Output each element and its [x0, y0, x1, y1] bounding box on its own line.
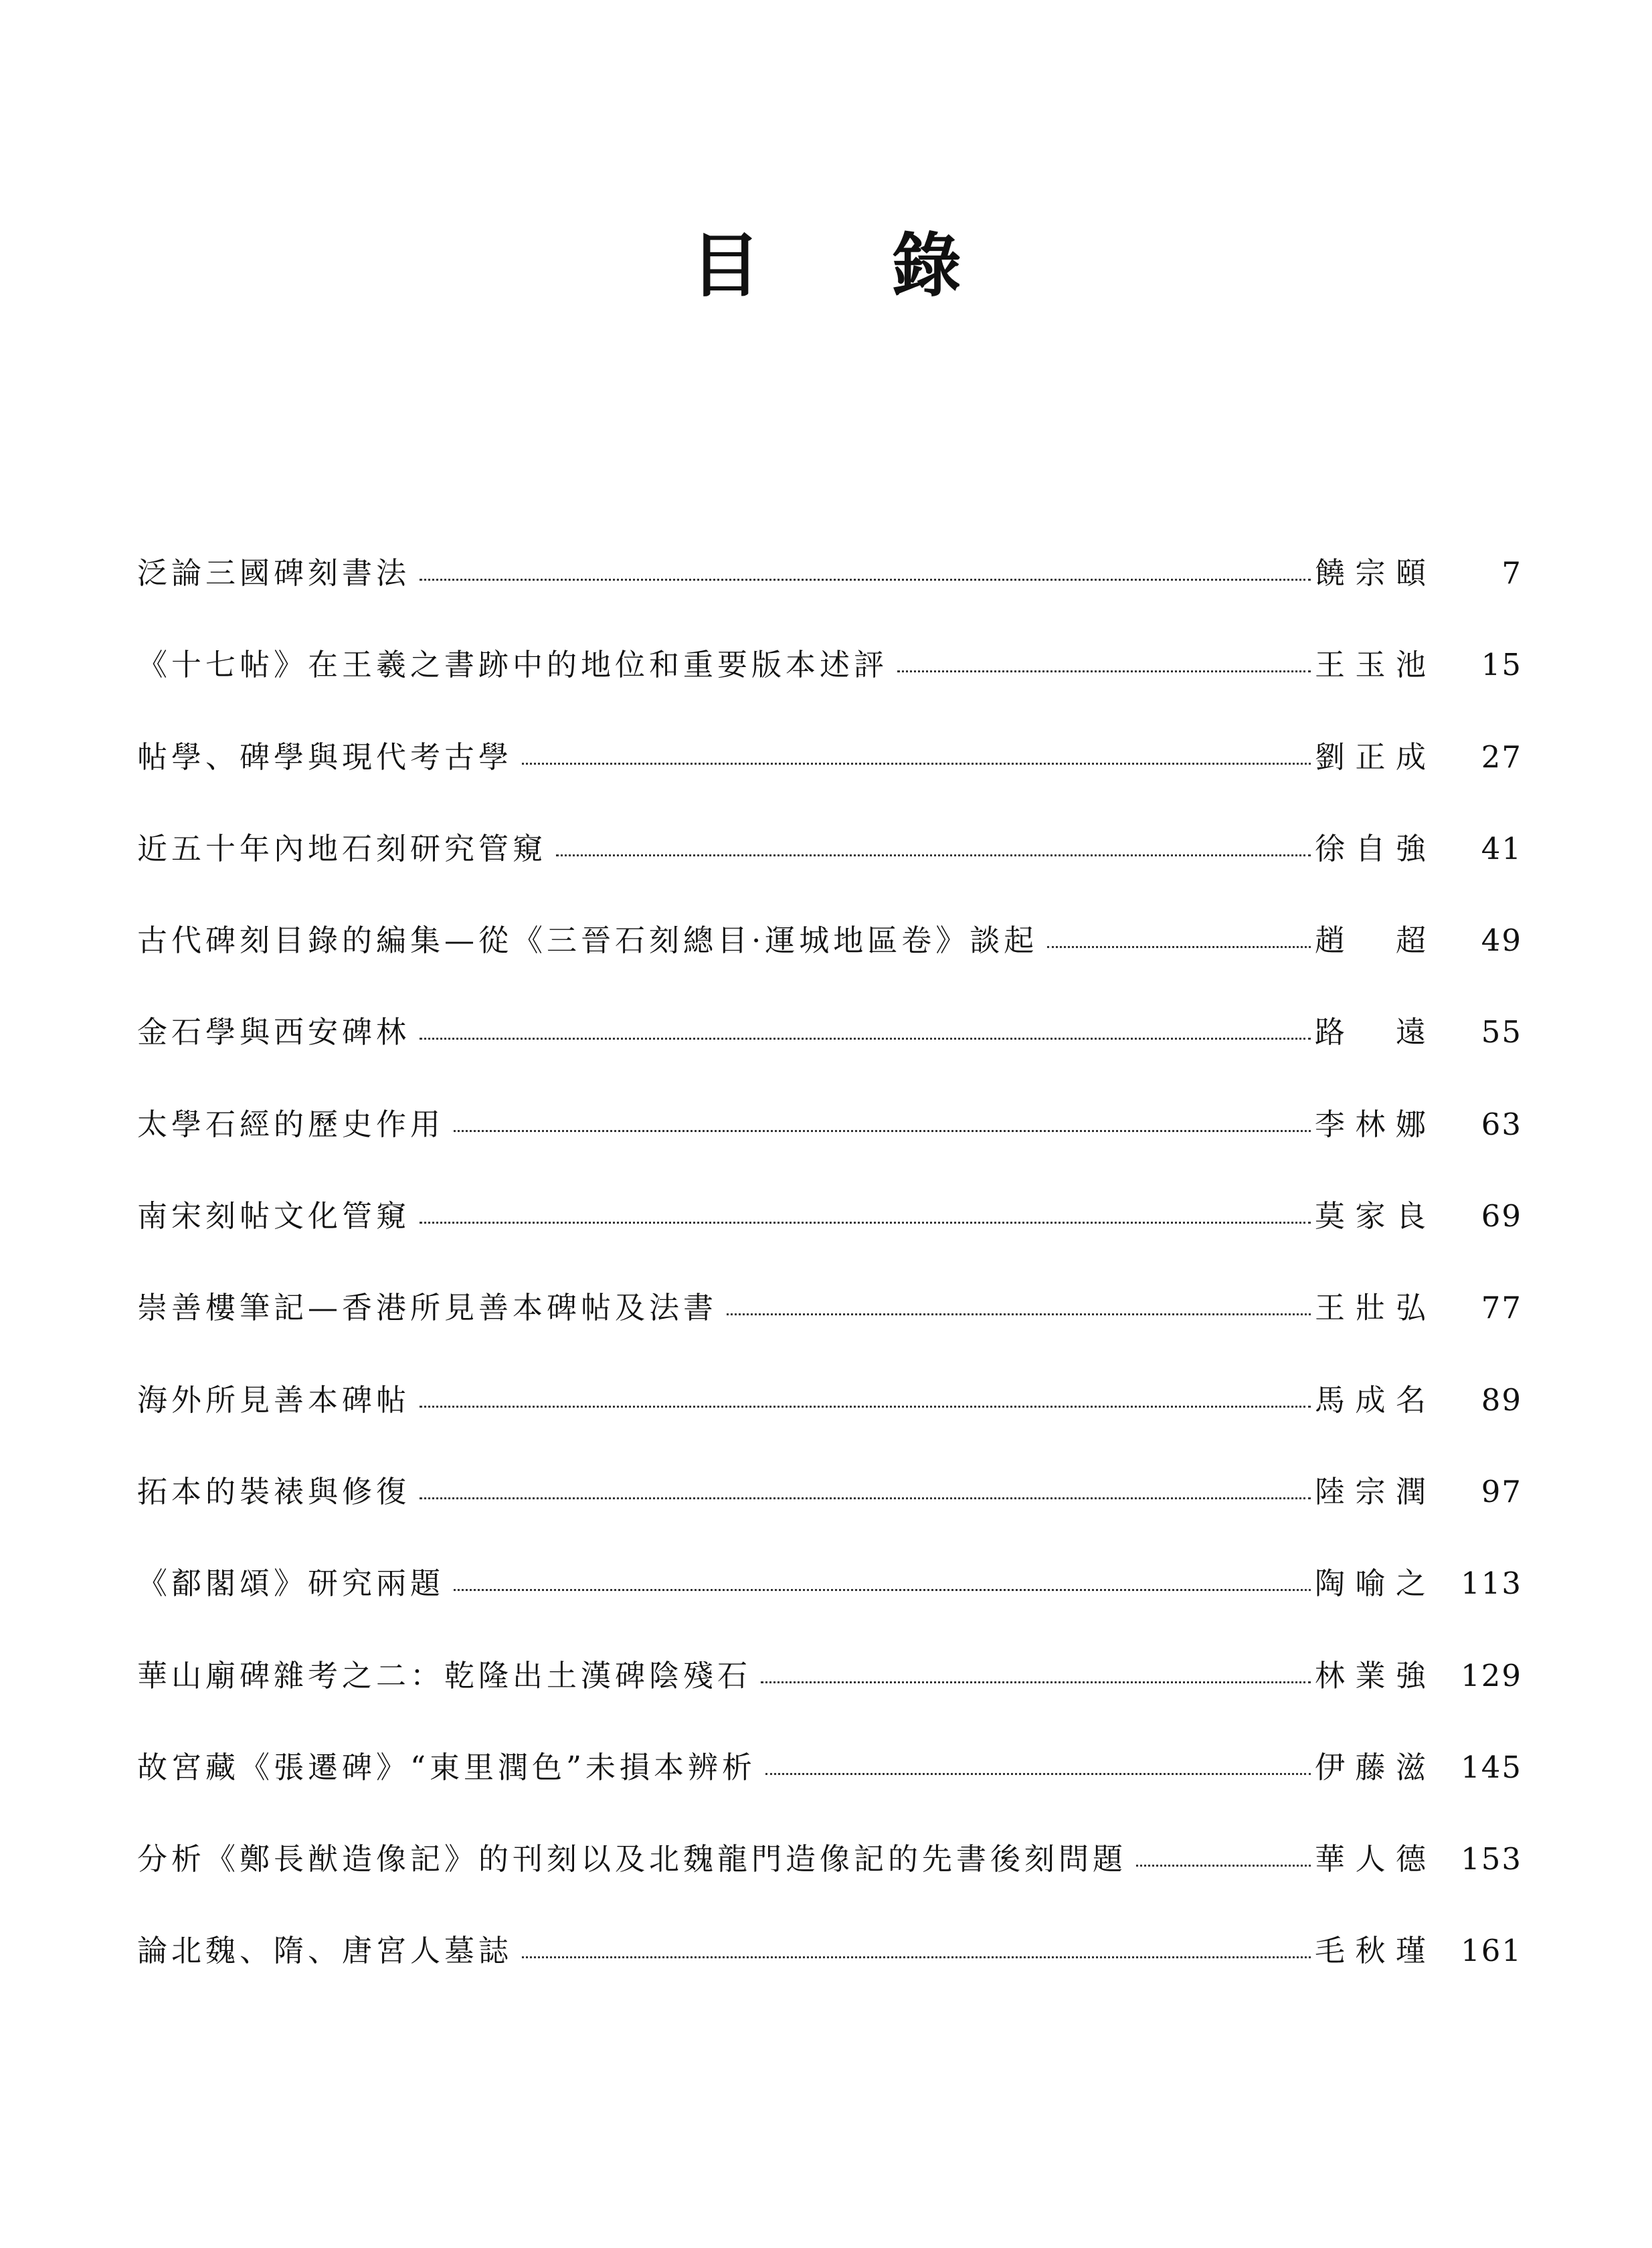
entry-title: 海外所見善本碑帖 [137, 1382, 411, 1418]
toc-entry[interactable] [137, 549, 1522, 640]
entry-title: 《十七帖》在王羲之書跡中的地位和重要版本述評 [137, 647, 889, 683]
dot-leader [522, 763, 1311, 765]
entry-author: 馬成名 [1315, 1382, 1429, 1418]
entry-author: 劉正成 [1315, 739, 1429, 775]
toc-entry[interactable] [137, 1651, 1522, 1743]
entry-author: 毛秋瑾 [1315, 1933, 1429, 1969]
toc-entry[interactable] [137, 1467, 1522, 1559]
dot-leader [420, 1497, 1311, 1499]
entry-author: 李林娜 [1315, 1106, 1429, 1142]
entry-page-number: 129 [1461, 1657, 1522, 1693]
toc-entry[interactable] [137, 733, 1522, 824]
entry-author: 陶喻之 [1315, 1566, 1429, 1602]
entry-author: 陸宗潤 [1315, 1473, 1429, 1509]
entry-page-number: 161 [1461, 1933, 1522, 1969]
entry-author: 徐自強 [1315, 830, 1429, 866]
toc-entry[interactable] [137, 916, 1522, 1008]
entry-title: 拓本的裝裱與修復 [137, 1473, 411, 1509]
entry-title: 太學石經的歷史作用 [137, 1106, 445, 1142]
entry-title: 古代碑刻目錄的編集—從《三晉石刻總目·運城地區卷》談起 [137, 923, 1038, 959]
entry-page-number: 15 [1481, 647, 1522, 683]
table-of-contents [137, 549, 1522, 2019]
dot-leader [765, 1773, 1311, 1775]
entry-title: 分析《鄭長猷造像記》的刊刻以及北魏龍門造像記的先書後刻問題 [137, 1841, 1127, 1877]
entry-page-number: 41 [1481, 830, 1522, 866]
toc-entry[interactable] [137, 1376, 1522, 1467]
entry-page-number: 69 [1481, 1198, 1522, 1234]
entry-page-number: 153 [1461, 1841, 1522, 1877]
dot-leader [420, 1406, 1311, 1408]
toc-entry[interactable] [137, 1835, 1522, 1926]
dot-leader [454, 1130, 1311, 1132]
entry-title: 近五十年內地石刻研究管窺 [137, 830, 547, 866]
entry-title: 華山廟碑雜考之二：乾隆出土漢碑陰殘石 [137, 1657, 752, 1693]
entry-page-number: 63 [1481, 1106, 1522, 1142]
entry-title: 《鄐閣頌》研究兩題 [137, 1566, 445, 1602]
dot-leader [761, 1681, 1311, 1683]
entry-author: 伊藤滋 [1315, 1749, 1429, 1785]
entry-page-number: 27 [1481, 739, 1522, 775]
entry-page-number: 7 [1501, 555, 1522, 591]
entry-page-number: 55 [1481, 1014, 1522, 1050]
entry-author: 林業強 [1315, 1657, 1429, 1693]
entry-author: 王玉池 [1315, 647, 1429, 683]
dot-leader [1047, 946, 1311, 948]
toc-entry[interactable] [137, 1100, 1522, 1192]
entry-title: 崇善樓筆記—香港所見善本碑帖及法書 [137, 1290, 718, 1326]
page-title: 目 錄 [691, 223, 1015, 306]
toc-entry[interactable] [137, 1559, 1522, 1651]
dot-leader [420, 1038, 1311, 1040]
entry-author: 王壯弘 [1315, 1290, 1429, 1326]
entry-page-number: 113 [1461, 1566, 1522, 1602]
entry-page-number: 89 [1481, 1382, 1522, 1418]
entry-title: 論北魏、隋、唐宮人墓誌 [137, 1933, 513, 1969]
entry-page-number: 77 [1481, 1290, 1522, 1326]
entry-title: 南宋刻帖文化管窺 [137, 1198, 411, 1234]
toc-entry[interactable] [137, 1743, 1522, 1835]
entry-author: 華人德 [1315, 1841, 1429, 1877]
toc-entry[interactable] [137, 1926, 1522, 2018]
dot-leader [522, 1956, 1311, 1958]
toc-entry[interactable] [137, 824, 1522, 916]
dot-leader [727, 1313, 1311, 1315]
entry-page-number: 97 [1481, 1473, 1522, 1509]
dot-leader [556, 854, 1311, 856]
dot-leader [420, 579, 1311, 581]
toc-entry[interactable] [137, 1192, 1522, 1283]
entry-author: 莫家良 [1315, 1198, 1429, 1234]
entry-page-number: 49 [1481, 923, 1522, 959]
entry-title: 金石學與西安碑林 [137, 1014, 411, 1050]
toc-entry[interactable] [137, 640, 1522, 732]
toc-entry[interactable] [137, 1283, 1522, 1375]
dot-leader [454, 1589, 1311, 1591]
entry-author: 趙 超 [1315, 923, 1429, 959]
entry-author: 路 遠 [1315, 1014, 1429, 1050]
entry-author: 饒宗頤 [1315, 555, 1429, 591]
toc-entry[interactable] [137, 1008, 1522, 1099]
entry-title: 故宮藏《張遷碑》“東里潤色”未損本辨析 [137, 1749, 757, 1785]
dot-leader [897, 670, 1311, 672]
dot-leader [420, 1222, 1311, 1224]
dot-leader [1136, 1865, 1311, 1867]
entry-title: 泛論三國碑刻書法 [137, 555, 411, 591]
entry-title: 帖學、碑學與現代考古學 [137, 739, 513, 775]
entry-page-number: 145 [1461, 1749, 1522, 1785]
